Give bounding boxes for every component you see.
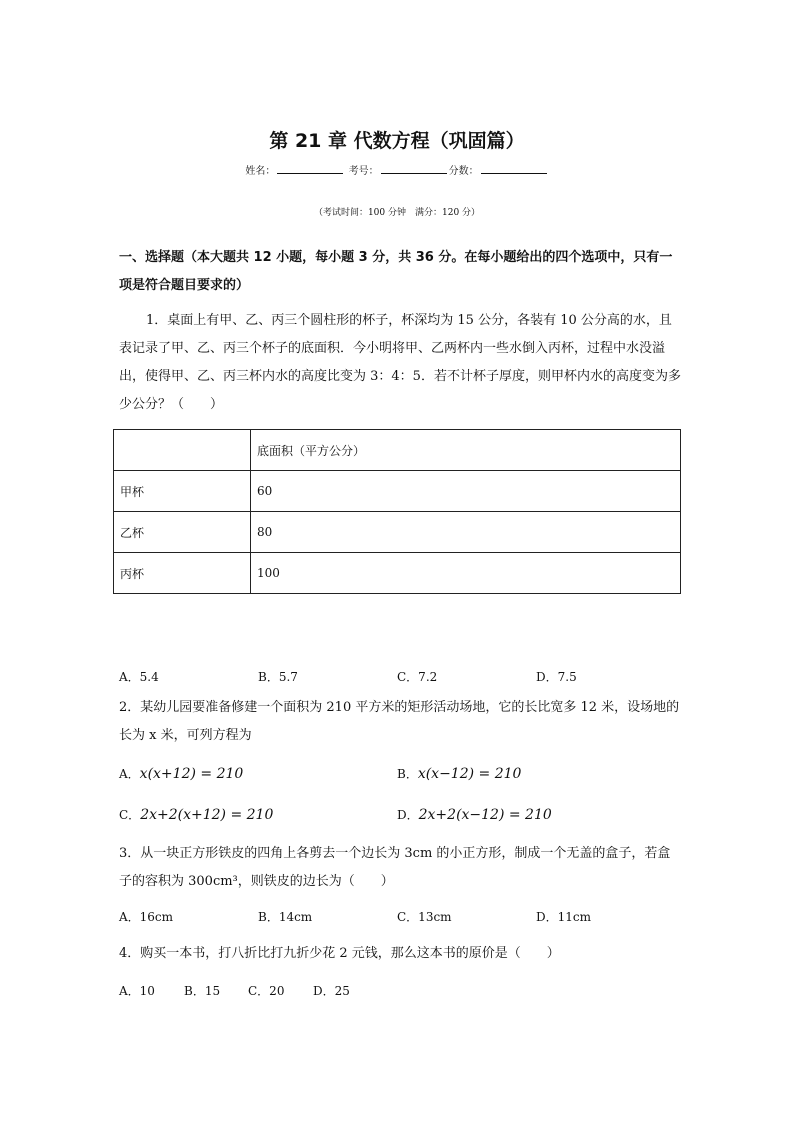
equation: x(x+12) = 210	[139, 766, 244, 782]
q4-option-b[interactable]: B．15	[184, 984, 221, 998]
section-heading: 一、选择题（本大题共 12 小题，每小题 3 分，共 36 分。在每小题给出的四个选项中，只有一项是符合题目要求的）	[119, 250, 673, 293]
score-label: 分数：	[448, 166, 479, 177]
q1-option-a[interactable]: A．5.4	[119, 670, 159, 684]
table-cell: 60	[251, 471, 681, 512]
q1-option-d[interactable]: D．7.5	[536, 670, 577, 684]
table-cell: 100	[251, 553, 681, 594]
name-label: 姓名：	[245, 166, 276, 177]
q4-option-c[interactable]: C．20	[248, 984, 285, 998]
q1-option-c[interactable]: C．7.2	[397, 670, 438, 684]
q3-option-c[interactable]: C．13cm	[397, 910, 452, 924]
page-title: 第 21 章 代数方程（巩固篇）	[269, 130, 525, 152]
question-3-text: 3．从一块正方形铁皮的四角上各剪去一个边长为 3cm 的小正方形，制成一个无盖的盒子，若盒子的容积为 300cm³，则铁皮的边长为（ ）	[119, 846, 671, 889]
q2-option-a[interactable]	[119, 765, 243, 782]
table-row	[114, 512, 681, 553]
option-letter: A．	[119, 767, 140, 781]
base-area-table	[113, 429, 681, 594]
q1-option-b[interactable]: B．5.7	[258, 670, 298, 684]
exam-no-blank[interactable]	[381, 164, 447, 174]
name-blank[interactable]	[277, 164, 343, 174]
table-cell	[114, 430, 251, 471]
exam-meta: （考试时间：100 分钟 满分：120 分）	[313, 208, 481, 218]
exam-no-label: 考号：	[348, 166, 379, 177]
q2-option-b[interactable]	[397, 765, 521, 782]
table-row	[114, 553, 681, 594]
q3-option-d[interactable]: D．11cm	[536, 910, 591, 924]
option-letter: D．	[397, 808, 419, 822]
question-1-text: 1．桌面上有甲、乙、丙三个圆柱形的杯子，杯深均为 15 公分，各装有 10 公分高的水，且表记录了甲、乙、丙三个杯子的底面积．今小明将甲、乙两杯内一些水倒入丙杯，过程中水没溢出，使得甲、乙、丙三杯内水的高度比变为 3：4：5．若不计杯子厚度，则甲杯内水的高度变为多少公分？（ ）	[119, 313, 681, 412]
q2-option-d[interactable]	[397, 806, 552, 823]
q2-option-c[interactable]	[119, 806, 273, 823]
table-cell: 80	[251, 512, 681, 553]
table-row	[114, 471, 681, 512]
q4-option-a[interactable]: A．10	[119, 984, 155, 998]
equation: 2x+2(x+12) = 210	[140, 807, 274, 823]
q3-option-b[interactable]: B．14cm	[258, 910, 313, 924]
student-info-line	[0, 162, 794, 177]
equation: x(x−12) = 210	[417, 766, 522, 782]
q4-option-d[interactable]: D．25	[313, 984, 350, 998]
option-letter: B．	[397, 767, 418, 781]
option-letter: C．	[119, 808, 141, 822]
table-header: 底面积（平方公分）	[251, 430, 681, 471]
q3-option-a[interactable]: A．16cm	[119, 910, 174, 924]
table-cell: 乙杯	[114, 512, 251, 553]
question-2-text: 2．某幼儿园要准备修建一个面积为 210 平方米的矩形活动场地，它的长比宽多 12 米，设场地的长为 x 米，可列方程为	[119, 700, 680, 743]
table-cell: 甲杯	[114, 471, 251, 512]
score-blank[interactable]	[481, 164, 547, 174]
table-row	[114, 430, 681, 471]
table-cell: 丙杯	[114, 553, 251, 594]
equation: 2x+2(x−12) = 210	[418, 807, 552, 823]
question-4-text: 4．购买一本书，打八折比打九折少花 2 元钱，那么这本书的原价是（ ）	[119, 946, 560, 961]
